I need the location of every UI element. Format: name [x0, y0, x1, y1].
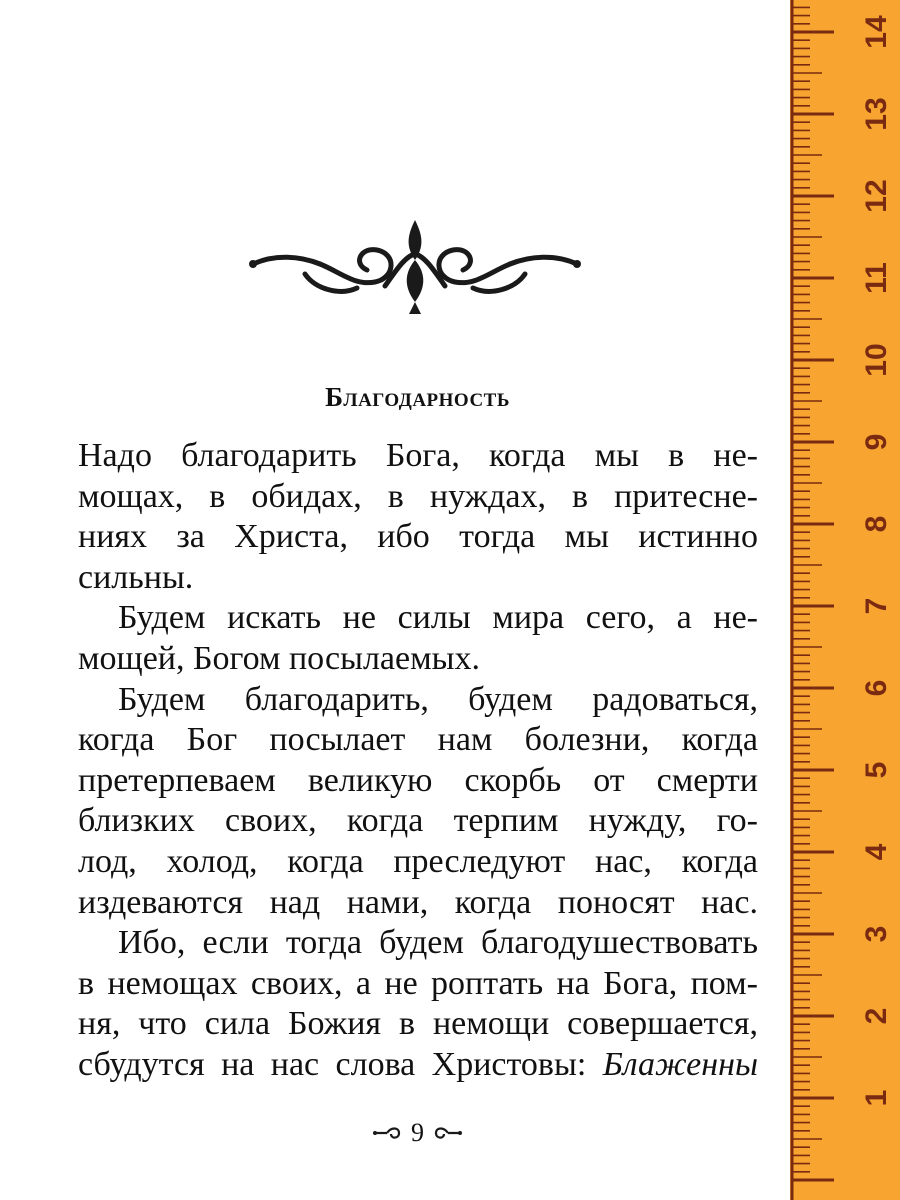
chapter-title: Благодарность [325, 382, 510, 412]
text-line: когда Бог посылает нам болезни, когда [78, 721, 758, 759]
text-line: Ибо, если тогда будем благодушествовать [118, 924, 758, 962]
text-line: Будем искать не силы мира сего, а не- [118, 599, 758, 637]
ruler-label: 5 [859, 761, 893, 779]
ruler-label: 11 [859, 262, 893, 294]
text-line: в немощах своих, а не роптать на Бога, пом- [78, 964, 758, 1002]
text-line: Будем благодарить, будем радоваться, [118, 680, 758, 718]
ruler-label: 1 [859, 1089, 893, 1107]
text-line: претерпеваем великую скорбь от смерти [78, 761, 758, 799]
text-line: близких своих, когда терпим нужду, го- [78, 802, 758, 840]
text-line: сильны. [78, 558, 194, 596]
text-line: издеваются над нами, когда поносят нас. [78, 883, 758, 921]
text-line: ниях за Христа, ибо тогда мы истинно [78, 518, 758, 556]
text-line-start: сбудутся на нас слова Христовы: [78, 1045, 587, 1083]
text-line: Надо благодарить Бога, когда мы в не- [78, 437, 758, 474]
ruler-label: 6 [859, 679, 893, 697]
ruler-label: 10 [859, 343, 893, 377]
text-line: мощах, в обидах, в нуждах, в притесне- [78, 477, 758, 515]
body-text [78, 436, 758, 1086]
italic-word: Блаженны [602, 1045, 759, 1083]
page-footer [0, 1118, 835, 1148]
right-flourish-icon [430, 1123, 462, 1143]
ruler-label: 7 [859, 597, 893, 615]
ruler-label: 12 [859, 179, 893, 213]
ruler-label: 3 [859, 925, 893, 943]
text-line [78, 1045, 758, 1086]
text-line: мощей, Богом посылаемых. [78, 639, 480, 677]
page-number: 9 [411, 1118, 424, 1147]
ruler-label: 8 [859, 515, 893, 533]
ruler-label: 4 [859, 843, 893, 861]
left-flourish-icon [373, 1123, 405, 1143]
ruler-label: 2 [859, 1007, 893, 1025]
text-line: ня, что сила Божия в немощи совершается, [78, 1005, 758, 1043]
measuring-ruler [790, 0, 900, 1200]
ruler-label: 9 [859, 433, 893, 451]
text-line: лод, холод, когда преследуют нас, когда [78, 842, 758, 880]
decorative-ornament [245, 214, 585, 320]
ruler-label: 13 [859, 97, 893, 131]
ruler-label: 14 [859, 15, 893, 49]
